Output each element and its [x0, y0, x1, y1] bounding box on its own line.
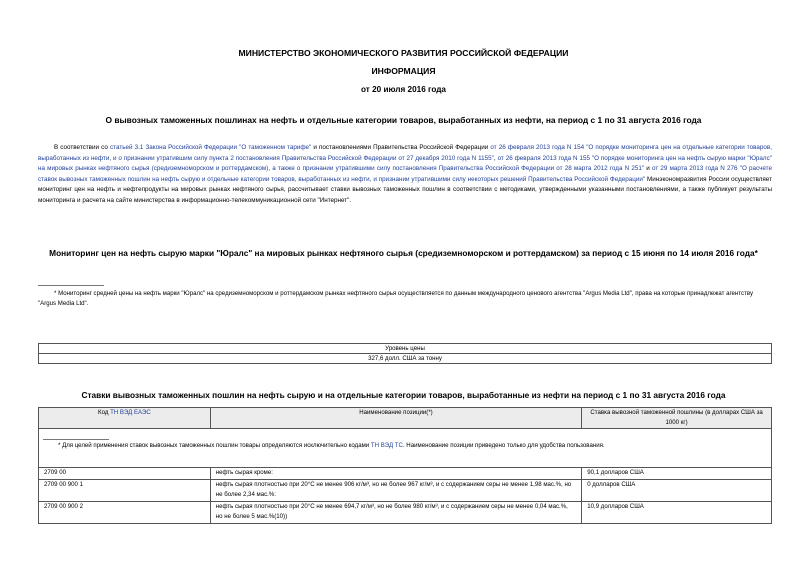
col-code-header: Код ТН ВЭД ЕАЭС [39, 408, 211, 429]
footnote-divider [38, 285, 104, 286]
table-row [39, 501, 772, 523]
rates-header-row [39, 408, 772, 429]
table-row [39, 479, 772, 501]
decree-154-link[interactable]: от 26 февраля 2013 года N 154 "О порядке мониторинга цен на отдельные категории товаров, выработанных из нефти, и о признании утратившим силу пункта 2 постановления Правительства Российской Федерации от 27 декабря 2010 года N 1155" [38, 144, 773, 162]
col-rate-header: Ставка вывозной таможенной пошлины (в долларах США за 1000 кг) [582, 408, 772, 429]
intro-text: В соответствии со [54, 144, 110, 151]
intro-text: Минэкономразвития России осуществляет мониторинг цен на нефть и нефтепродукты на мировых рынках нефтяного сырья, рассчитывает ставки вывозных таможенных пошлин в соответствии с методиками, утвержденными указанными постановлениями, а также публикует результаты мониторинга и расчета на сайте министерства в информационно-телекоммуникационной сети "Интернет". [38, 175, 772, 204]
intro-paragraph [38, 143, 772, 207]
document-title: О вывозных таможенных пошлинах на нефть и отдельные категории товаров, выработанных из нефти, на период с 1 по 31 августа 2016 года [105, 115, 702, 125]
col-name-header: Наименование позиции(*) [210, 408, 581, 429]
price-value: 327,6 долл. США за тонну [39, 354, 772, 364]
monitoring-footnote: * Мониторинг средней цены на нефть марки "Юралс" на средиземноморском и роттердамском рынках нефтяного сырья осуществляется по данным международного ценового агентства "Argus Media Ltd", права на которые принадлежат агентству "Argus Media Ltd". [38, 290, 754, 307]
decree-155-link[interactable]: от 26 февраля 2013 года N 155 "О порядке мониторинга цен на нефть сырую марки "Юралс" на мировых рынках нефтяного сырья (средиземноморском и роттердамском), а также о признании утратившими силу постановления Правительства Российской Федерации от 28 марта 2012 года N 251" [38, 154, 772, 173]
tnved-ts-link[interactable]: ТН ВЭД ТС [370, 442, 403, 449]
price-table [38, 343, 772, 364]
document-type: ИНФОРМАЦИЯ [371, 66, 436, 76]
row-name: нефть сырая плотностью при 20°С не менее 694,7 кг/м³, но не более 980 кг/м³, и с содержанием серы не менее 0,04 мас.%, но не более 5 мас.%(10)) [210, 501, 581, 523]
rates-note: * Для целей применения ставок вывозных таможенных пошлин товары определяются исключительно кодами ТН ВЭД ТС. Наименование позиции приведено только для удобства пользования. [58, 442, 605, 449]
intro-text: и постановлениями Правительства Российской Федерации [311, 144, 491, 151]
table-row [39, 468, 772, 480]
rates-note-row [39, 429, 772, 468]
law-link[interactable]: статьей 3.1 Закона Российской Федерации "О таможенном тарифе" [110, 144, 312, 151]
row-code: 2709 00 [39, 468, 211, 480]
decree-276-link[interactable]: от 29 марта 2013 года N 276 "О расчете ставок вывозных таможенных пошлин на нефть сырую и отдельные категории товаров, выработанных из нефти, и признании утратившими силу некоторых решений Правительства Российской Федерации" [38, 165, 772, 183]
document-date: от 20 июля 2016 года [361, 85, 446, 94]
row-rate: 0 долларов США [582, 479, 772, 501]
price-header: Уровень цены [39, 344, 772, 354]
tnved-link[interactable]: ТН ВЭД ЕАЭС [110, 409, 151, 416]
intro-text: , [493, 154, 498, 162]
row-code: 2709 00 900 2 [39, 501, 211, 523]
row-name: нефть сырая плотностью при 20°С не менее 906 кг/м³, но не более 967 кг/м³, и с содержанием серы не менее 1,98 мас.%, но не более 2,34 мас.%: [210, 479, 581, 501]
ministry-title: МИНИСТЕРСТВО ЭКОНОМИЧЕСКОГО РАЗВИТИЯ РОССИЙСКОЙ ФЕДЕРАЦИИ [238, 48, 569, 58]
row-rate: 10,9 долларов США [582, 501, 772, 523]
rates-title: Ставки вывозных таможенных пошлин на нефть сырую и на отдельные категории товаров, выработанные из нефти на период с 1 по 31 августа 2016 года [81, 390, 726, 400]
rates-table [38, 407, 772, 524]
row-rate: 90,1 долларов США [582, 468, 772, 480]
row-name: нефть сырая кроме: [210, 468, 581, 480]
row-code: 2709 00 900 1 [39, 479, 211, 501]
intro-text: и [644, 165, 652, 173]
monitoring-title: Мониторинг цен на нефть сырую марки "Юралс" на мировых рынках нефтяного сырья (средиземноморском и роттердамском) за период с 15 июня по 14 июля 2016 года* [49, 248, 758, 258]
